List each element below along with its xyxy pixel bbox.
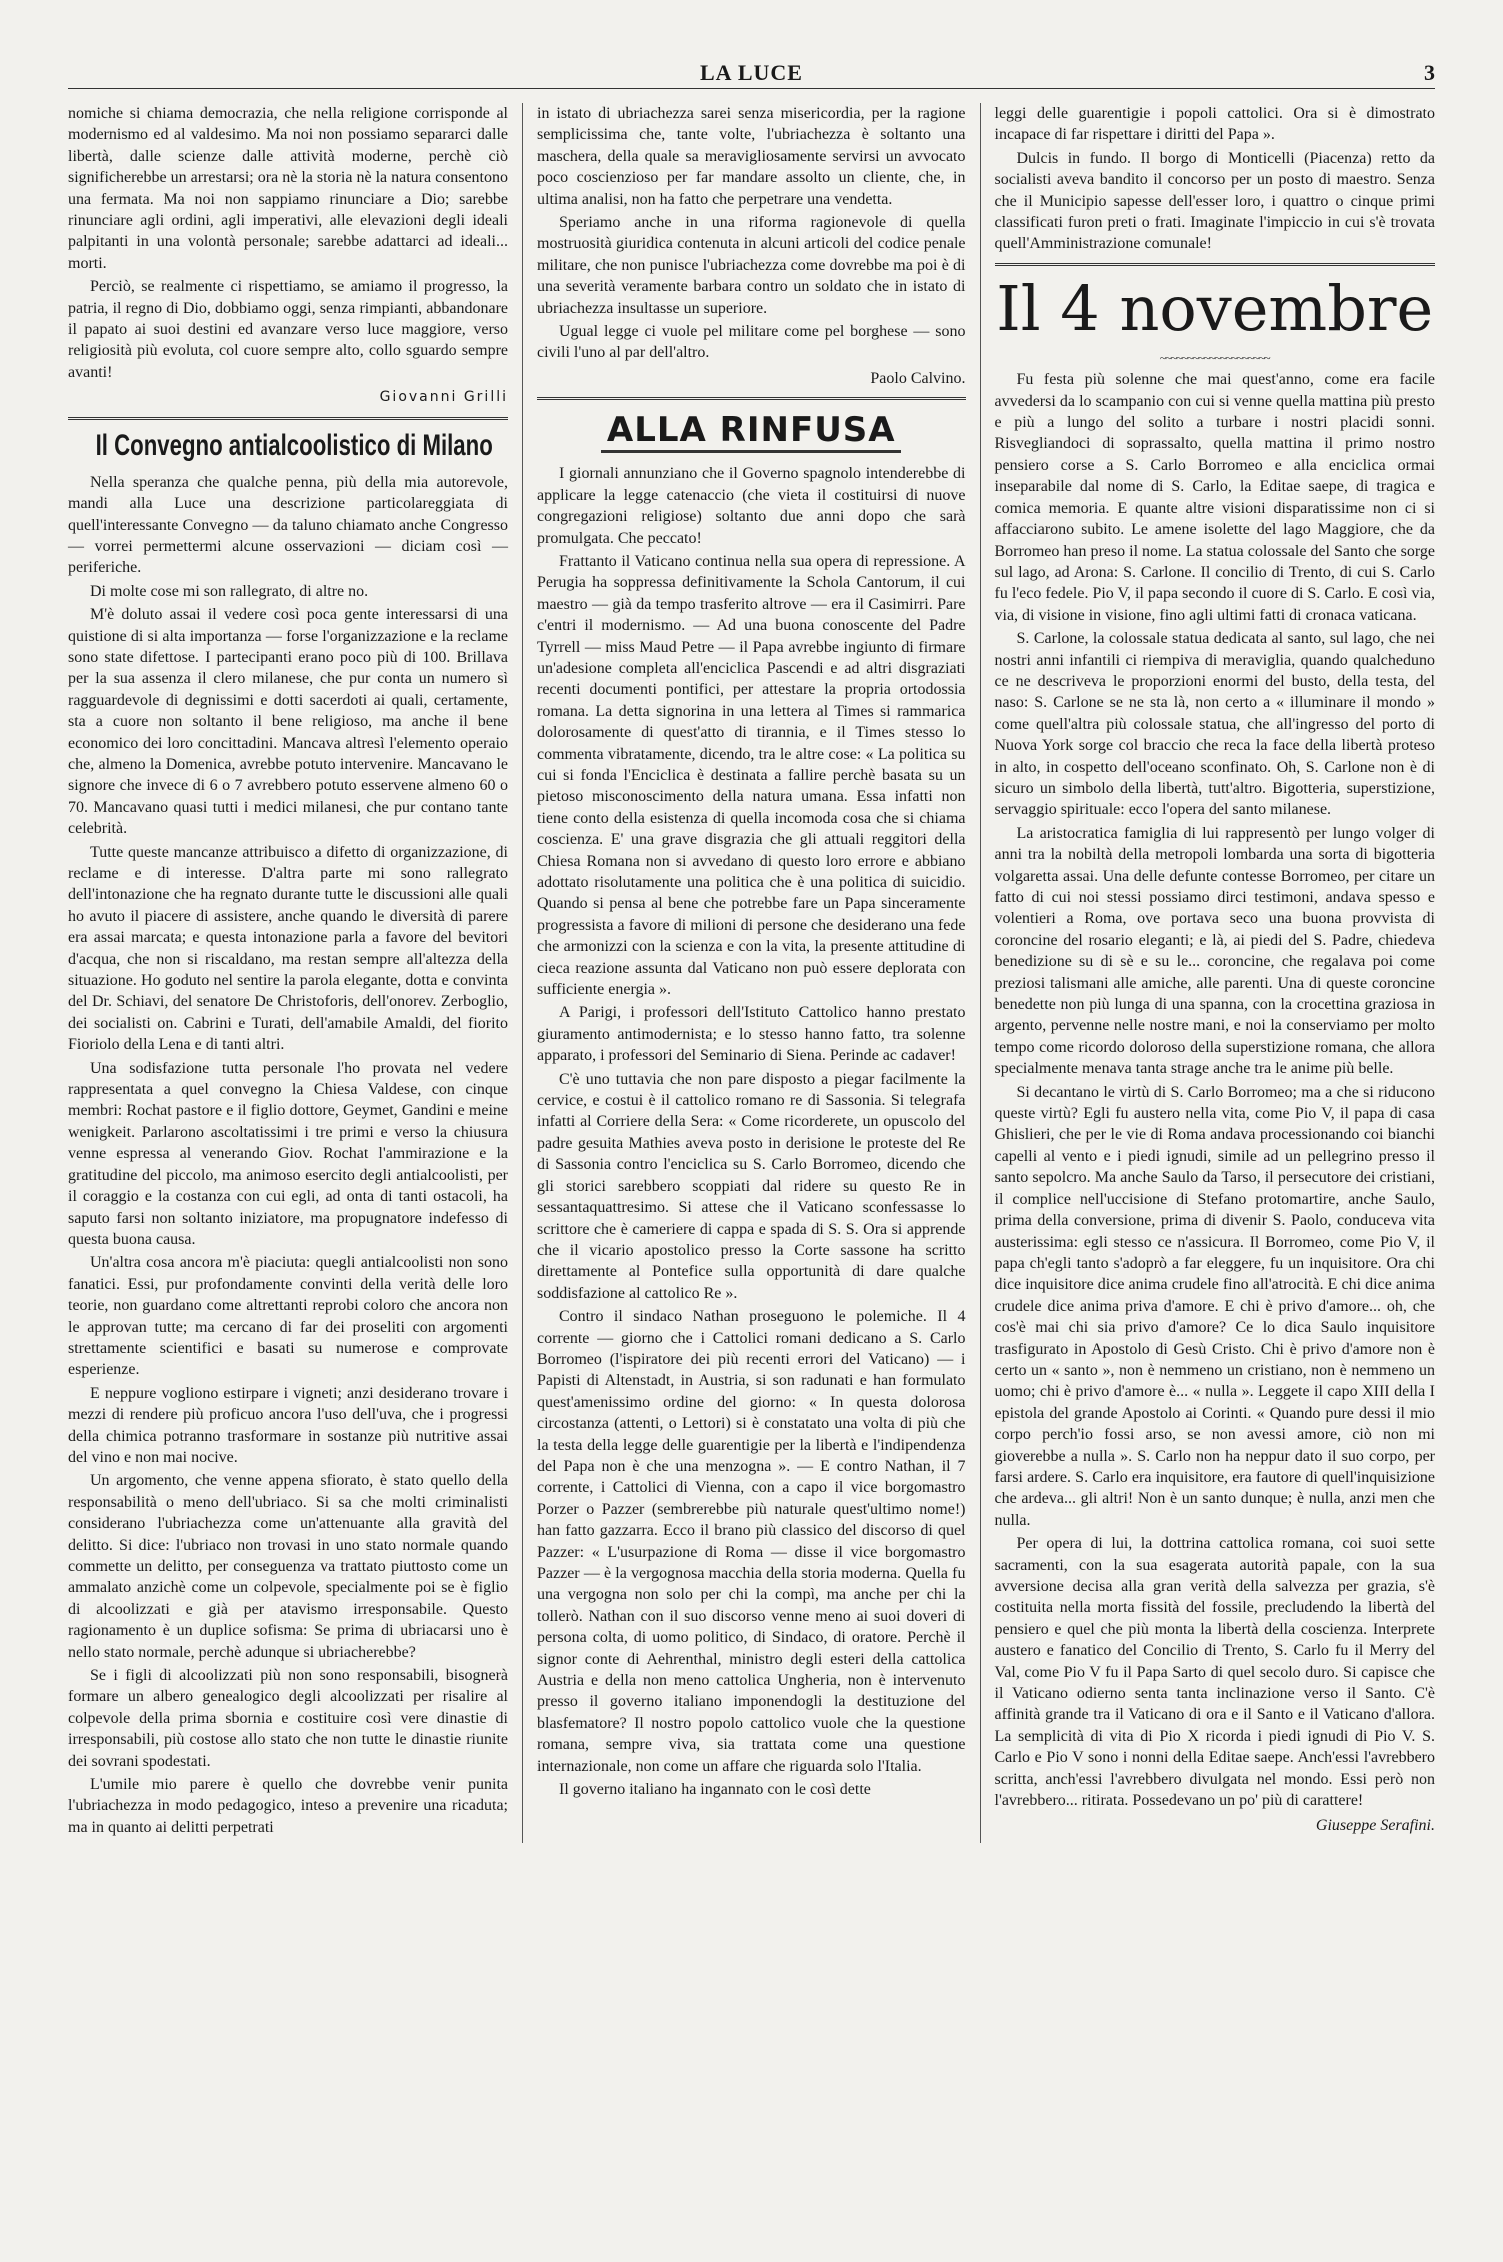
- author-signature: Giovanni Grilli: [379, 389, 508, 406]
- divider: [68, 417, 508, 420]
- article-paragraph: Speriamo anche in una riforma ragionevole di quella mostruosità giuridica contenuta in alcuni articoli del codice penale militare, che non punisce l'ubriachezza come dovrebbe ma poi è di una severità veramente barbara contro un soldato che in istato di ubriachezza insultasse un superiore.: [537, 214, 966, 317]
- columns: [68, 103, 1435, 1843]
- article-paragraph: in istato di ubriachezza sarei senza misericordia, per la ragione semplicissima che, tante volte, l'ubriachezza è soltanto una maschera, della quale sa meravigliosamente servirsi un avvocato poco coscienzioso per far mandare assolto un cliente, che, in ultima analisi, non ha fatto che perpetrare una vendetta.: [537, 105, 966, 208]
- article-paragraph: Di molte cose mi son rallegrato, di altre no.: [90, 582, 369, 600]
- article-paragraph: Contro il sindaco Nathan proseguono le polemiche. Il 4 corrente — giorno che i Cattolici romani dedicano a S. Carlo Borromeo (l'ispiratore dei più recenti errori del Vaticano) — i Papisti di Altenstadt, in Austria, si son radunati e han formulato quest'amenissimo ordine del giorno: « In questa dolorosa circostanza (attenti, o Lettori) si è constatato una volta di più che la testa della legge delle guarentigie per la libertà e l'indipendenza del Papa non è che una menzogna ». — E contro Nathan, il 7 corrente, i Cattolici di Vienna, con a capo il vice borgomastro Porzer o Pazzer (sembrerebbe più naturale quest'ultimo nome!) han fatto gazzarra. Ecco il brano più classico del discorso di quel Pazzer: « L'usurpazione di Roma — disse il vice borgomastro Pazzer — è la vergognosa macchia della storia moderna. Quella fu una vergogna non solo per chi la compì, ma anche per chi la tollerò. Nathan con il suo discorso venne meno ai suoi doveri di persona colta, di uomo politico, di Sindaco, di oratore. Perchè il signor conte di Aehrenthal, ministro degli esteri della cattolica Austria e della non meno cattolica Ungheria, non è intervenuto presso il governo italiano imponendogli la destituzione del blasfematore? Il nostro popolo cattolico vuole che la questione romana, sempre viva, sia trattata come una questione internazionale, non come un affare che riguarda solo l'Italia.: [537, 1308, 966, 1775]
- column-2: [523, 103, 981, 1843]
- article-paragraph: Dulcis in fundo. Il borgo di Monticelli (Piacenza) retto da socialisti aveva bandito il concorso per un posto di maestro. Senza che il Municipio sapesse dell'esser loro, i quattro o cinque primi classificati furon preti o frati. Imaginate l'impiccio in cui s'è trovata quell'Amministrazione comunale!: [994, 149, 1435, 253]
- article-paragraph: nomiche si chiama democrazia, che nella religione corrisponde al modernismo ed al valdesimo. Ma noi non possiamo separarci dalle libertà, dalle scienze dalle attività moderne, perchè ciò significherebbe un arrestarsi; ora nè la storia nè la natura consentono una fermata. Ma noi non sappiamo rinunciare a Dio; sarebbe rinunciare agli ordini, agli imperativi, alle elevazioni degli ideali palpitanti in una volontà personale; sarebbe adattarci ad ideali... morti.: [68, 105, 508, 272]
- article-paragraph: I giornali annunziano che il Governo spagnolo intenderebbe di applicare la legge catenaccio (che vieta il costituirsi di nuove congregazioni religiose) soltanto due anni dopo che sarà promulgata. Che peccato!: [537, 465, 966, 547]
- article-paragraph: La aristocratica famiglia di lui rappresentò per lungo volger di anni tra la nobiltà della metropoli lombarda una sorta di bigotteria volgaretta assai. Una delle defunte contesse Borromeo, per citare un fatto di cui noi stessi possiamo dirci testimoni, andava spesso e volentieri a Roma, ove portava seco una buona provvista di coroncine del rosario eleganti; e là, ai piedi del S. Padre, chiedeva benedizione su di sè e su le... coroncine, che regalava poi come preziosi talismani alle amiche, alle parenti. Una di queste coroncine benedette non più lunga di una spanna, con la crocettina graziosa in argento, pervenne nelle nostre mani, e noi la conserviamo per molto tempo come ricordo doloroso della superstizione romana, che allora specialmente menava tanta strage anche tra le anime più belle.: [994, 824, 1435, 1078]
- article-heading: Il Convegno antialcoolistico di Milano: [95, 428, 493, 462]
- article-paragraph: L'umile mio parere è quello che dovrebbe venir punita l'ubriachezza in modo pedagogico, inteso a prevenire una ricaduta; ma in quanto ai delitti perpetrati: [68, 1776, 508, 1836]
- article-paragraph: Il governo italiano ha ingannato con le così dette: [559, 1781, 871, 1799]
- article-paragraph: A Parigi, i professori dell'Istituto Cattolico hanno prestato giuramento antimodernista; e lo stesso hanno fatto, tra solenne apparato, i professori del Seminario di Siena. Perinde ac cadaver!: [537, 1004, 966, 1065]
- divider: [537, 397, 966, 400]
- author-signature: Giuseppe Serafini.: [1315, 1817, 1435, 1835]
- article-paragraph: Tutte queste mancanze attribuisco a difetto di organizzazione, di reclame e di interesse. D'altra parte mi sono rallegrato dell'intonazione che ha regnato durante tutte le discussioni alle quali ho avuto il piacere di assistere, anche quando le diversità di parere era assai marcata; e questa intonazione parla a favore del bevitori d'acqua, che non si riscaldano, ma restan sempre all'altezza della situazione. Ho goduto nel sentire la parola elegante, dotta e convinta del Dr. Schiavi, del senatore De Christoforis, dell'onorev. Zerboglio, dei socialisti on. Cabrini e Turati, dell'amabile Amaldi, del fiorito Fioriolo della Lena e di tanti altri.: [68, 843, 508, 1054]
- article-paragraph: Un argomento, che venne appena sfiorato, è stato quello della responsabilità o meno dell'ubriaco. Si sa che molti criminalisti considerano l'ubriachezza come un'attenuante alla gravità del delitto. Si dice: l'ubriaco non trovasi in uno stato normale quando commette un delitto, per conseguenza va trattato piuttosto come un ammalato anzichè come un colpevole, specialmente poi se è figlio di alcoolizzati e già per atavismo irresponsabile. Questo ragionamento è un duplice sofisma: Se prima di ubriacarsi uno è nello stato normale, perchè adunque si ubriacherebbe?: [68, 1472, 508, 1661]
- article-paragraph: Ugual legge ci vuole pel militare come pel borghese — sono civili l'uno al par dell'altro.: [537, 323, 966, 362]
- article-paragraph: S. Carlone, la colossale statua dedicata al santo, sul lago, che nei nostri anni infantili ci riempiva di meraviglia, quando qualcheduno ce ne descriveva le proporzioni enormi del busto, della testa, del naso: S. Carlone se ne sta là, non certo a « illuminare il mondo » come quell'altra più colossale statua, che all'ingresso del porto di Nuova York sorge col braccio che reca la face della libertà proteso in alto, in cospetto dell'oceano sconfinato. Oh, S. Carlone non è di sicuro un simbolo della libertà, tutt'altro. Bigotteria, superstizione, servaggio spirituale: ecco l'opera del santo milanese.: [994, 630, 1435, 819]
- article-paragraph: Si decantano le virtù di S. Carlo Borromeo; ma a che si riducono queste virtù? Egli fu austero nella vita, come Pio V, il papa di casa Ghislieri, che per le vie di Roma andava processionando coi bianchi capelli al vento e i piedi ignudi, simile ad un pellegrino presso il santo sepolcro. Ma anche Saulo da Tarso, il persecutore dei cristiani, il complice nell'uccisione di Stefano protomartire, anche Saulo, prima della conversione, prima di divenir S. Paolo, conduceva vita austerissima: egli stesso ce n'assicura. Il Borromeo, come Pio V, il papa ch'egli tanto s'adoprò a far eleggere, fu un inquisitore. Ora chi dice inquisitore dice anima crudele fino all'atrocità. E chi dice anima crudele dice anima priva d'amore. E chi è privo d'amore... oh, che cos'è mai chi sia privo d'amore? Ce lo dica Saulo inquisitore trasfigurato in Apostolo di Gesù Cristo. Chi è privo d'amore non è certo un « santo », non è nemmeno un cristiano, non è nemmeno un uomo; chi è privo d'amore è... « nulla ». Leggete il capo XIII della I epistola del grande Apostolo ai Corinti. « Quando pure dessi il mio corpo perch'io fossi arso, se non avessi amore, ciò non mi gioverebbe a nulla ». S. Carlo non ha neppur dato il suo corpo, per farsi ardere. S. Carlo era inquisitore, era fautore di quell'inquisizione che ardeva... gli altri! Non è un santo dunque; è nulla, anzi men che nulla.: [994, 1083, 1435, 1529]
- newspaper-title: LA LUCE: [700, 60, 803, 85]
- article-paragraph: Perciò, se realmente ci rispettiamo, se amiamo il progresso, la patria, il regno di Dio, dobbiamo oggi, senza rimpianti, abbandonare il papato ai suoi destini ed avanzare verso luce maggiore, verso religiosità più evoluta, col cuore sempre alto, collo sguardo sempre avanti!: [68, 278, 508, 381]
- author-signature: Paolo Calvino.: [870, 369, 966, 387]
- article-paragraph: C'è uno tuttavia che non pare disposto a piegar facilmente la cervice, e costui è il cattolico romano re di Sassonia. Si telegrafa infatti al Corriere della Sera: « Come ricorderete, un opuscolo del padre gesuita Mathies aveva posto in derisione le proteste del Re di Sassonia contro l'enciclica su S. Carlo Borromeo, dicendo che gli storici sarebbero scoppiati dal ridere su questo Re in sessantaquattresimo. Si attese che il Vaticano sconfessasse lo scrittore che è cameriere di cappa e spada di S. S. Ora si apprende che il vicario apostolico presso la Corte sassone ha scritto direttamente al Pontefice sulla opportunità di dare qualche soddisfazione al cattolico Re ».: [537, 1070, 966, 1302]
- article-heading: Il 4 novembre: [996, 271, 1434, 345]
- article-paragraph: leggi delle guarentigie i popoli cattolici. Ora si è dimostrato incapace di far rispettare i diritti del Papa ».: [994, 105, 1435, 144]
- page-number: 3: [1424, 60, 1435, 85]
- article-paragraph: Nella speranza che qualche penna, più della mia autorevole, mandi alla Luce una descrizione particolareggiata di quell'interessante Convegno — da taluno chiamato anche Congresso — vorrei permettermi alcune osservazioni — diciam così — periferiche.: [68, 473, 508, 577]
- article-paragraph: E neppure vogliono estirpare i vigneti; anzi desiderano trovare i mezzi di rendere più proficuo ancora l'uso dell'uva, che i progressi della chimica potranno trasformare in sostanze più nutritive assai del vino e non mai nocive.: [68, 1384, 508, 1466]
- page-header: [68, 58, 1435, 89]
- column-3: [981, 103, 1436, 1843]
- article-paragraph: Per opera di lui, la dottrina cattolica romana, coi suoi sette sacramenti, con la sua esagerata autorità papale, con la sua avversione decisa alla gran verità della salvezza per grazia, s'è costituita nella morta fissità del fossile, precludendo la libertà del pensiero e quel che più monta la libertà della coscienza. Interprete austero e fanatico del Concilio di Trento, S. Carlo fu il Merry del Val, come Pio V fu il Papa Sarto di quel secolo duro. Si capisce che il Vaticano odierno senta tanta inclinazione verso il Santo. C'è affinità grande tra il Vaticano di ora e il Santo e il Vaticano d'allora. La semplicità di vita di Pio X ricorda i piedi ignudi di Pio V. S. Carlo e Pio V sono i nonni della Editae saepe. Anch'essi l'avrebbero scritta, anch'essi l'avrebbero divulgata nel mondo. Essi però non l'avrebbero... ritirata. Possedevano un po' più di carattere!: [994, 1535, 1435, 1810]
- article-paragraph: Fu festa più solenne che mai quest'anno, come era facile avvedersi da lo scampanio con cui si venne quella mattina più presto e più a lungo del solito a turbare i nostri placidi sonni. Risvegliandoci di soprassalto, quella mattina il primo nostro pensiero corse a S. Carlo Borromeo e alla enciclica ormai inseparabile dal nome di S. Carlo, la Editae saepe, di tragica e comica memoria. E quante altre visioni disparatissime non ci si affacciarono subito. Le amene isolette del lago Maggiore, che da Borromeo han preso il nome. La statua colossale del Santo che sorge sul lago, ad Arona: S. Carlone. Il concilio di Trento, di cui S. Carlo fu l'eco fedele. Pio V, il papa secondo il cuore di S. Carlo. E così via, via, di visione in visione, fino agli ultimi fatti di cronaca vaticana.: [994, 371, 1435, 624]
- divider: [995, 263, 1436, 266]
- article-paragraph: Una sodisfazione tutta personale l'ho provata nel vedere rappresentata a quel convegno la Chiesa Valdese, con cinque membri: Rochat pastore e il figlio dottore, Geymet, Gandini e meine wenigkeit. Parlarono ascoltatissimi i tre primi e verso la chiusura venne espressa al venerando Giov. Rochat l'ammirazione e la gratitudine del piccolo, ma animoso esercito degli antialcoolisti, per il coraggio e la costanza con cui egli, ad onta di tanti ostacoli, ha saputo farsi non soltanto iniziatore, ma propugnatore indefesso di questa buona causa.: [68, 1059, 508, 1248]
- section-heading: ALLA RINFUSA: [537, 410, 966, 453]
- column-1: [68, 103, 523, 1843]
- ornament-divider: ~~~~~~~~~~~~~~~~~~~~: [1159, 350, 1270, 365]
- article-paragraph: Un'altra cosa ancora m'è piaciuta: quegli antialcoolisti non sono fanatici. Essi, pur profondamente convinti della verità delle loro teorie, non guardano come altrettanti reprobi coloro che ancora non le approvan tutte; ma cercano di far dei proseliti con argomenti strettamente scientifici e basati su numerose e comprovate esperienze.: [68, 1254, 508, 1379]
- article-paragraph: M'è doluto assai il vedere così poca gente interessarsi di una quistione di si alta importanza — forse l'organizzazione e la reclame sono state difettose. I partecipanti erano poco più di 100. Brillava per la sua assenza il clero milanese, che pur conta un numero sì ragguardevole di degnissimi e dotti sacerdoti ai quali, certamente, sta a cuore non soltanto il bene religioso, ma anche il bene economico dei loro concittadini. Mancava altresì l'elemento operaio che, almeno la Domenica, avrebbe potuto intervenire. Mancavano le signore che invece di 6 o 7 avrebbero potuto esservene almeno 60 o 70. Mancavano quasi tutti i medici milanesi, che pur contano tante celebrità.: [68, 606, 508, 838]
- article-paragraph: Se i figli di alcoolizzati più non sono responsabili, bisognerà formare un albero genealogico degli alcoolizzati per risalire al colpevole della prima sbornia e costituire così vere dinastie di irresponsabili, più costose allo stato che non tutte le dinastie riunite dei sovrani spodestati.: [68, 1667, 508, 1770]
- article-paragraph: Frattanto il Vaticano continua nella sua opera di repressione. A Perugia ha soppressa definitivamente la Schola Cantorum, il cui maestro — già da tempo trasferito altrove — era il Casimirri. Pare c'entri il modernismo. — Ad una buona conoscente del Padre Tyrrell — miss Maud Petre — il Papa avrebbe ingiunto di firmare un'adesione completa all'enciclica Pascendi e ad altri disgraziati recenti documenti pontifici, per attestare la propria ortodossia romana. La detta signorina in una lettera al Times si rammarica dolorosamente di quest'atto di tirannia, e il Times stesso lo commenta vibratamente, dicendo, tra le altre cose: « La politica su cui si fonda l'Enciclica è destinata a fallire perchè basata su un pietoso misconoscimento della natura umana. Essa infatti non tiene conto della esistenza di quella incomoda cosa che si chiama coscienza. E' una grave disgrazia che gli attuali reggitori della Chiesa Romana non si avvedano di questo loro errore e abbiano adottato risolutamente una politica che è una politica di suicidio. Quando si pensa al bene che potrebbe fare un Papa sinceramente progressista a favore di milioni di persone che desiderano una fede che armonizzi con la scienza e con la vita, la presente attitudine di cieca reazione assunta dal Vaticano non può essere deplorata con sufficiente energia ».: [537, 552, 966, 999]
